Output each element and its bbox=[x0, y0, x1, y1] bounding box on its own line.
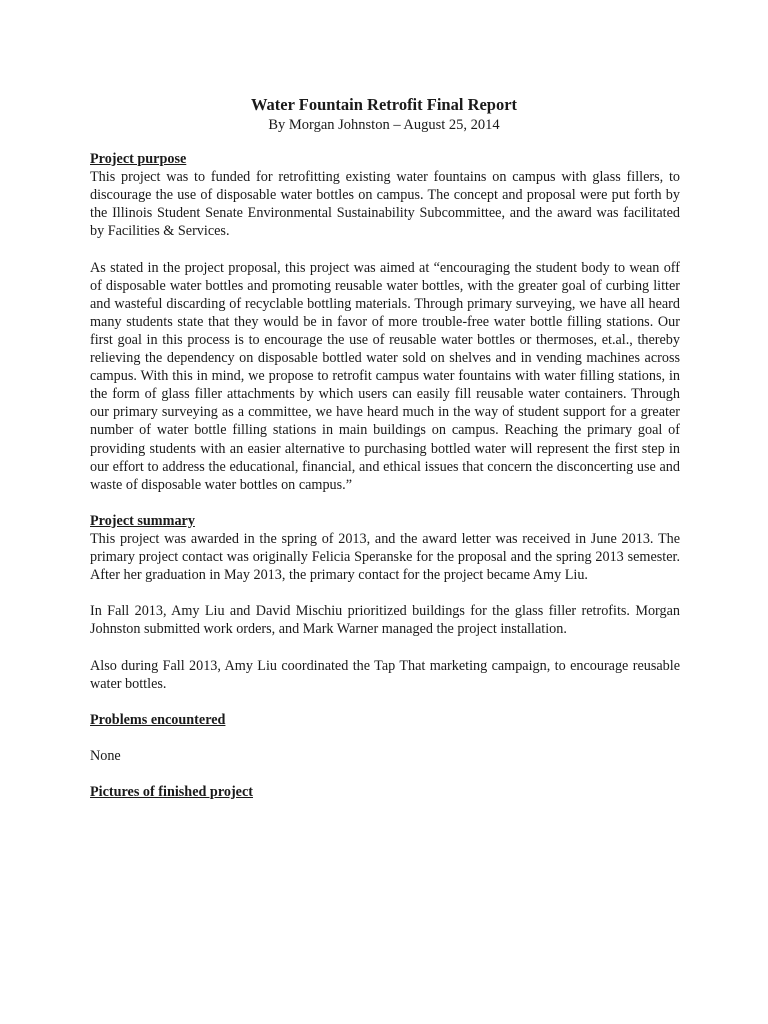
project-summary-paragraph-2: In Fall 2013, Amy Liu and David Mischiu prioritized buildings for the glass filler retrofits. Morgan Johnston submitted work orders, and Mark Warner managed the project installation. bbox=[90, 603, 680, 638]
project-summary-paragraph-3: Also during Fall 2013, Amy Liu coordinated the Tap That marketing campaign, to encourage reusable water bottles. bbox=[90, 657, 680, 692]
paragraph-spacer bbox=[90, 240, 680, 258]
problems-encountered-heading: Problems encountered bbox=[90, 711, 226, 728]
paragraph-spacer bbox=[90, 584, 680, 602]
document-body bbox=[90, 150, 680, 801]
project-purpose-heading: Project purpose bbox=[90, 151, 187, 167]
paragraph-spacer bbox=[90, 729, 680, 747]
project-purpose-paragraph-1: This project was to funded for retrofitting existing water fountains on campus with glass fillers, to discourage the use of disposable water bottles on campus. The concept and proposal were put forth by the Illinois Student Senate Environmental Sustainability Subcommittee, and the award was facilitated by Facilities & Services. bbox=[90, 169, 680, 240]
problems-encountered-text: None bbox=[90, 748, 121, 765]
paragraph-spacer bbox=[90, 693, 680, 711]
pictures-heading: Pictures of finished project bbox=[90, 784, 254, 801]
project-purpose-paragraph-2: As stated in the project proposal, this project was aimed at “encouraging the student body to wean off of disposable water bottles and promoting reusable water bottles, with the greater goal of curbing litter and wasteful discarding of recyclable bottling materials. Through primary surveying, we have all heard many students state that they would be in favor of more trouble-free water bottle filling stations. Our first goal in this process is to encourage the use of reusable water bottles or thermoses, et.al., thereby relieving the dependency on disposable bottled water sold on shelves and in vending machines across campus. With this in mind, we propose to retrofit campus water fountains with water filling stations, in the form of glass filler attachments by which users can easily fill reusable water containers. Through our primary surveying as a committee, we have heard much in the way of student support for a greater number of water bottle filling stations in main buildings on campus. Reaching the primary goal of providing students with an easier alternative to purchasing bottled water will represent the first step in our effort to address the educational, financial, and ethical issues that concern the disconcerting use and waste of disposable water bottles on campus.” bbox=[90, 259, 680, 493]
project-summary-paragraph-1: This project was awarded in the spring of 2013, and the award letter was received in June 2013. The primary project contact was originally Felicia Speranske for the proposal and the spring 2013 semester. After her graduation in May 2013, the primary contact for the project became Amy Liu. bbox=[90, 530, 680, 584]
paragraph-spacer bbox=[90, 494, 680, 512]
paragraph-spacer bbox=[90, 765, 680, 783]
paragraph-spacer bbox=[90, 639, 680, 657]
document-byline: By Morgan Johnston – August 25, 2014 bbox=[268, 117, 500, 133]
project-summary-heading: Project summary bbox=[90, 512, 195, 529]
document-title: Water Fountain Retrofit Final Report bbox=[250, 95, 518, 114]
